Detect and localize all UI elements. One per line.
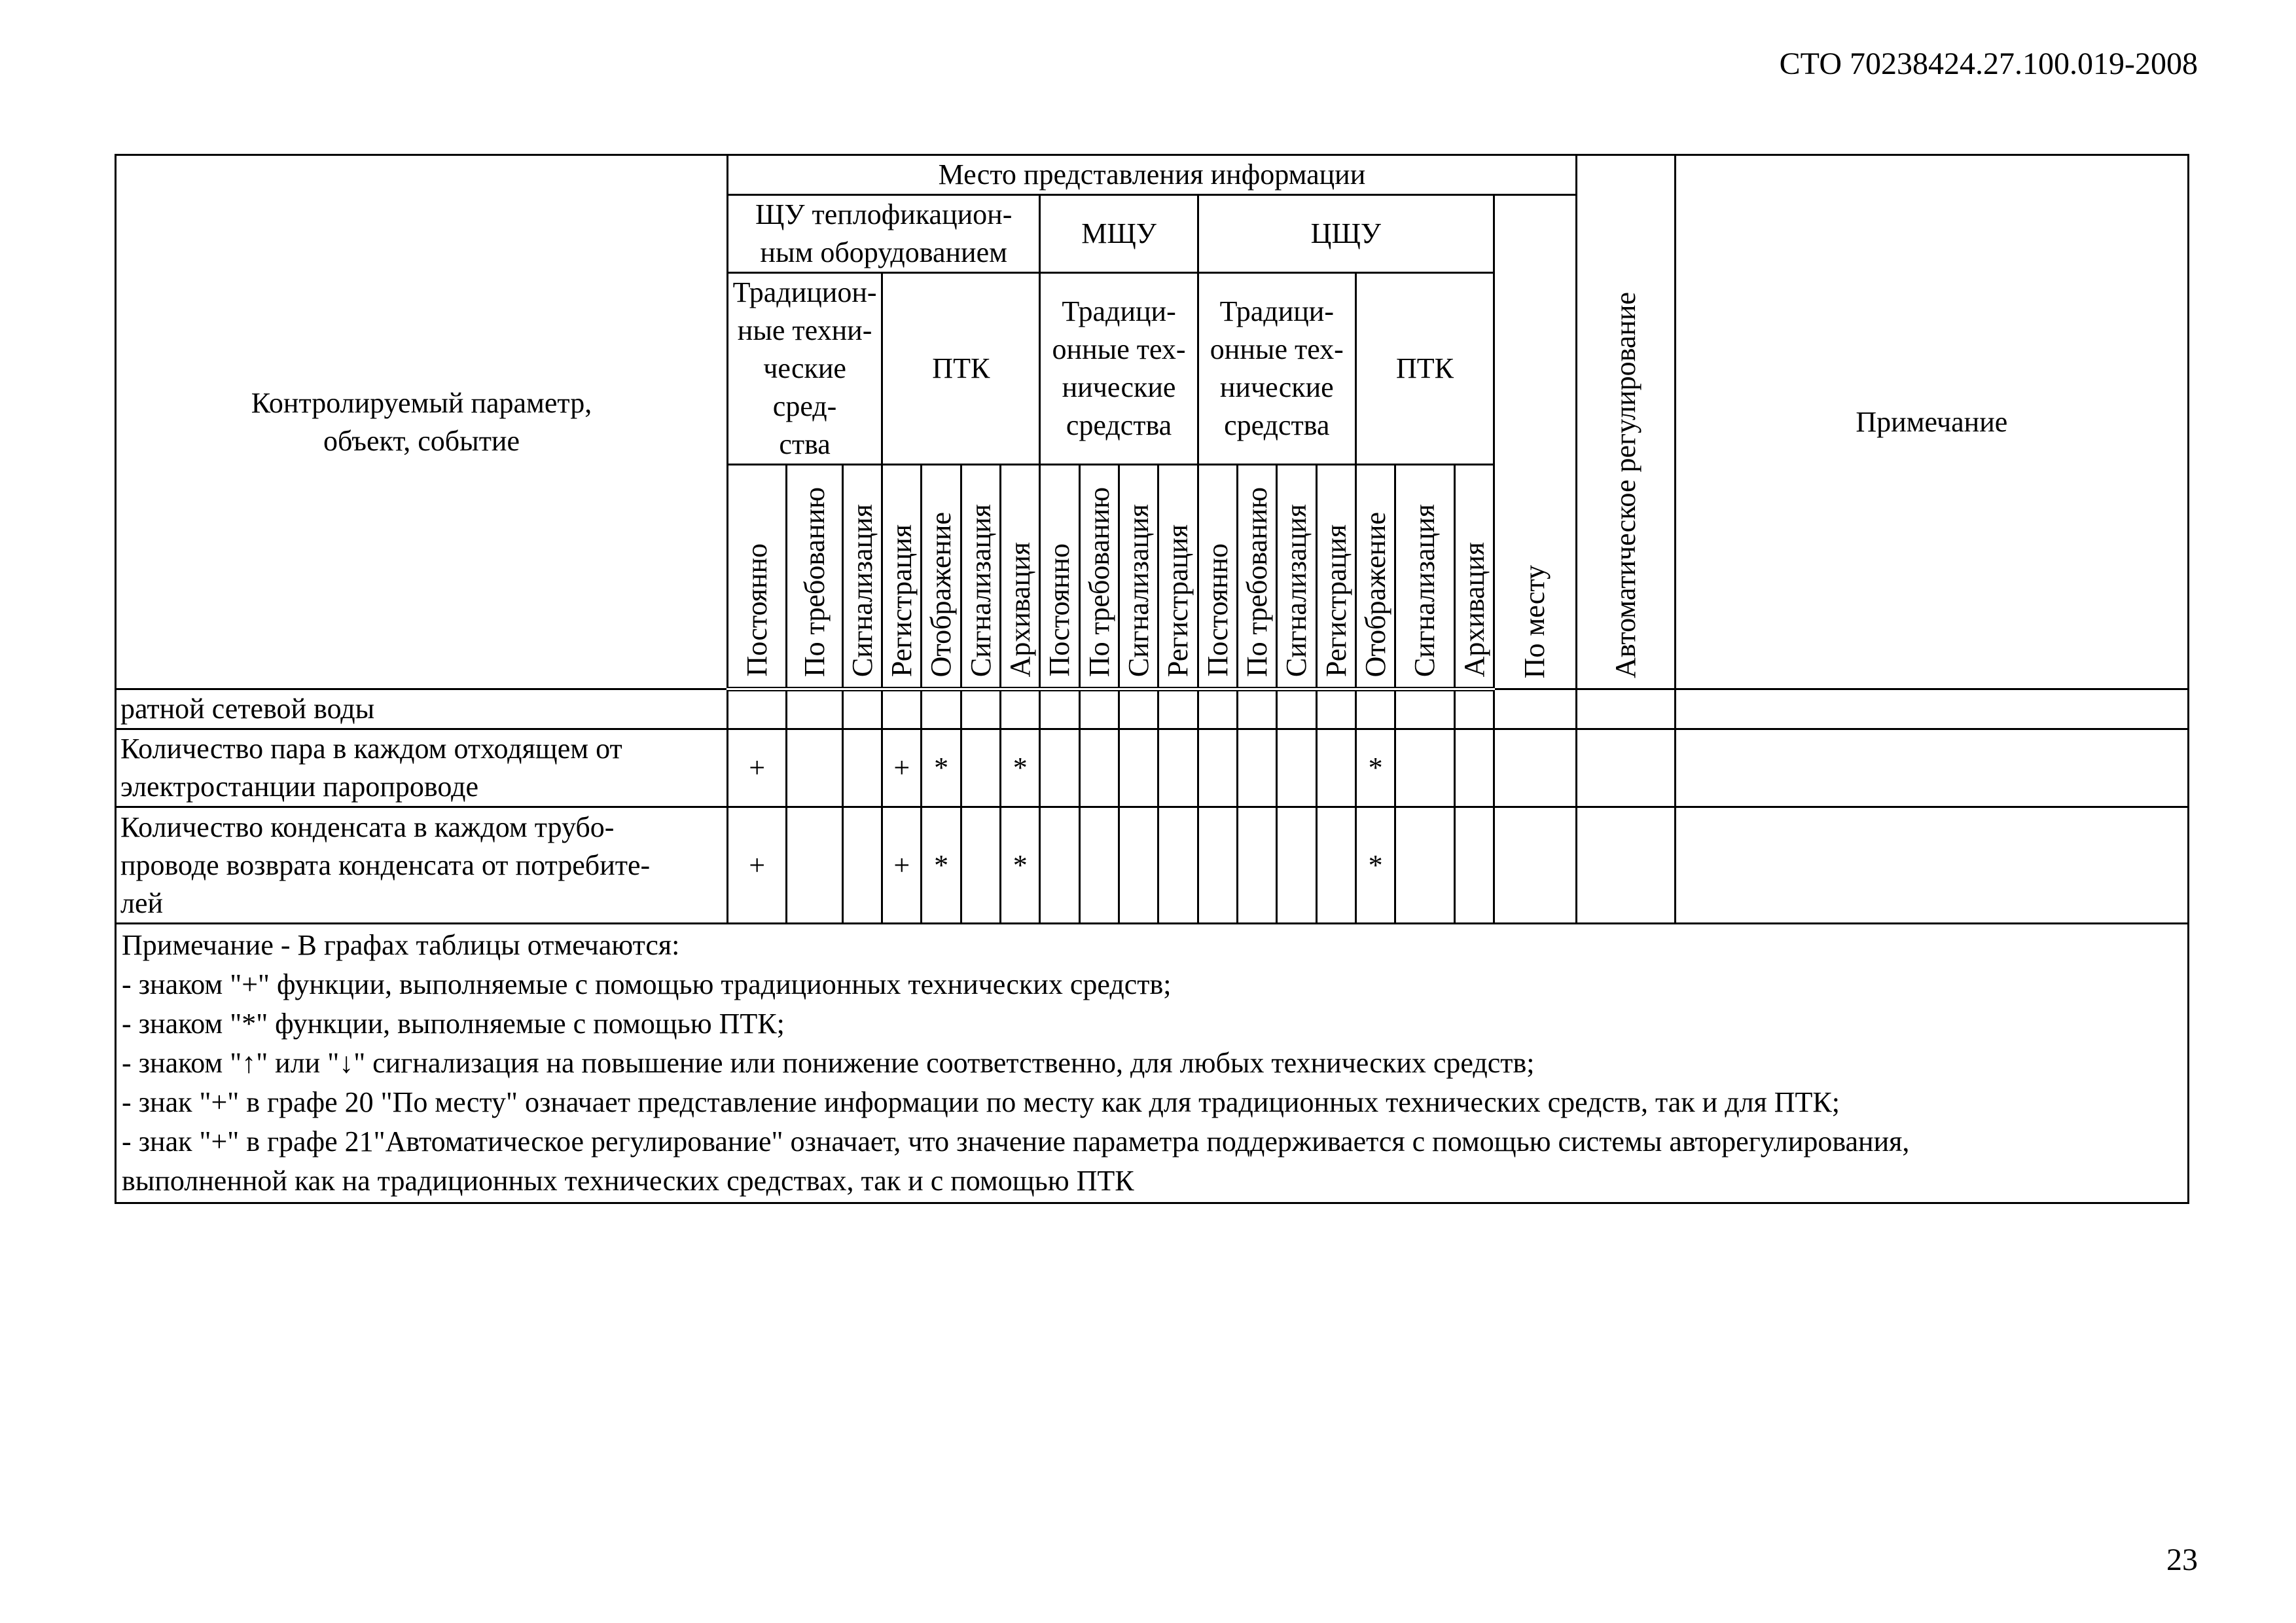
table-row [116,807,2189,924]
cell-c13 [1237,807,1276,924]
cell-c3 [842,807,882,924]
cell-c9 [1079,807,1119,924]
table-row [116,689,2189,729]
cell-c4: + [882,807,922,924]
cell-auto-reg [1576,729,1675,807]
subgroup-cshu-ptk: ПТК [1355,273,1494,465]
note-line: - знаком "*" функции, выполняемые с помощью ПТК; [122,1008,785,1040]
col-6-header: Сигнализация [961,465,1000,689]
cell-c1: + [727,807,786,924]
cell-c1: + [727,729,786,807]
param-cell: ратной сетевой воды [116,689,728,729]
subgroup-mshu-trad: Традици- онные тех- нические средства [1040,273,1198,465]
subgroup-shu-ptk: ПТК [882,273,1040,465]
cell-c17 [1395,729,1454,807]
cell-c2 [787,807,842,924]
cell-c3 [842,729,882,807]
cell-auto-reg [1576,689,1675,729]
param-cell: Количество конденсата в каждом трубо- проводе возврата конденсата от потребите- лей [116,807,728,924]
on-site-header: По месту [1494,195,1577,689]
cell-c12 [1198,729,1237,807]
cell-c14 [1277,689,1316,729]
cell-c15 [1316,729,1355,807]
auto-reg-header: Автоматическое регулирование [1576,155,1675,689]
col-2-header: По требованию [787,465,842,689]
col-5-header: Отображение [922,465,961,689]
note-line: Примечание - В графах таблицы отмечаются: [122,929,680,961]
note-line: - знак "+" в графе 20 "По месту" означает представление информации по месту как для традиционных технических средств, так и для ПТК; [122,1086,1840,1118]
cell-c11 [1158,807,1198,924]
note-line: - знак "+" в графе 21"Автоматическое регулирование" означает, что значение параметра поддерживается с помощью системы авторегулирования, [122,1125,1910,1158]
cell-c13 [1237,729,1276,807]
cell-c4 [882,689,922,729]
cell-c1 [727,689,786,729]
cell-c8 [1040,807,1079,924]
note-line: - знаком "+" функции, выполняемые с помощью традиционных технических средств; [122,968,1172,1000]
cell-remark [1675,689,2188,729]
cell-c10 [1119,729,1158,807]
cell-c7: * [1001,807,1040,924]
cell-c11 [1158,729,1198,807]
note-line: выполненной как на традиционных технических средствах, так и с помощью ПТК [122,1165,1134,1197]
cell-c15 [1316,689,1355,729]
cell-c6 [961,729,1000,807]
cell-c18 [1454,729,1494,807]
cell-c16: * [1355,807,1395,924]
col-10-header: Сигнализация [1119,465,1158,689]
cell-c16: * [1355,729,1395,807]
cell-on-site [1494,689,1577,729]
col-13-header: По требованию [1237,465,1276,689]
param-cell: Количество пара в каждом отходящем от электростанции паропроводе [116,729,728,807]
col-14-header: Сигнализация [1277,465,1316,689]
param-header: Контролируемый параметр, объект, событие [116,155,728,689]
cell-c14 [1277,729,1316,807]
cell-c12 [1198,689,1237,729]
remark-header: Примечание [1675,155,2188,689]
cell-c6 [961,689,1000,729]
cell-remark [1675,807,2188,924]
cell-c7 [1001,689,1040,729]
subgroup-cshu-trad: Традици- онные тех- нические средства [1198,273,1355,465]
cell-c5 [922,689,961,729]
cell-c5: * [922,729,961,807]
parameters-table [115,154,2189,1204]
col-12-header: Постоянно [1198,465,1237,689]
group-mshu: МЩУ [1040,195,1198,273]
cell-c10 [1119,807,1158,924]
page-number: 23 [2166,1542,2198,1577]
cell-c9 [1079,689,1119,729]
notes-row [116,924,2189,1203]
cell-c11 [1158,689,1198,729]
col-7-header: Архивация [1001,465,1040,689]
cell-on-site [1494,729,1577,807]
cell-c4: + [882,729,922,807]
cell-c13 [1237,689,1276,729]
cell-c10 [1119,689,1158,729]
group-shu: ЩУ теплофикацион- ным оборудованием [727,195,1039,273]
place-header: Место представления информации [727,155,1576,195]
col-15-header: Регистрация [1316,465,1355,689]
table-notes [116,924,2189,1203]
subgroup-shu-trad: Традицион- ные техни- ческие сред- ства [727,273,882,465]
col-1-header: Постоянно [727,465,786,689]
col-18-header: Архивация [1454,465,1494,689]
cell-c9 [1079,729,1119,807]
cell-on-site [1494,807,1577,924]
cell-c18 [1454,689,1494,729]
cell-c2 [787,689,842,729]
cell-c3 [842,689,882,729]
cell-c14 [1277,807,1316,924]
col-4-header: Регистрация [882,465,922,689]
table-row [116,729,2189,807]
document-code: СТО 70238424.27.100.019-2008 [1779,46,2198,81]
col-3-header: Сигнализация [842,465,882,689]
col-9-header: По требованию [1079,465,1119,689]
cell-remark [1675,729,2188,807]
cell-c18 [1454,807,1494,924]
cell-c12 [1198,807,1237,924]
cell-c8 [1040,689,1079,729]
cell-c17 [1395,807,1454,924]
col-16-header: Отображение [1355,465,1395,689]
cell-c17 [1395,689,1454,729]
cell-c2 [787,729,842,807]
note-line: - знаком "↑" или "↓" сигнализация на повышение или понижение соответственно, для любых технических средств; [122,1047,1535,1079]
cell-c16 [1355,689,1395,729]
col-8-header: Постоянно [1040,465,1079,689]
group-cshu: ЦЩУ [1198,195,1494,273]
cell-c6 [961,807,1000,924]
col-11-header: Регистрация [1158,465,1198,689]
col-17-header: Сигнализация [1395,465,1454,689]
cell-c7: * [1001,729,1040,807]
cell-auto-reg [1576,807,1675,924]
cell-c5: * [922,807,961,924]
cell-c15 [1316,807,1355,924]
cell-c8 [1040,729,1079,807]
header-row-1 [116,155,2189,195]
